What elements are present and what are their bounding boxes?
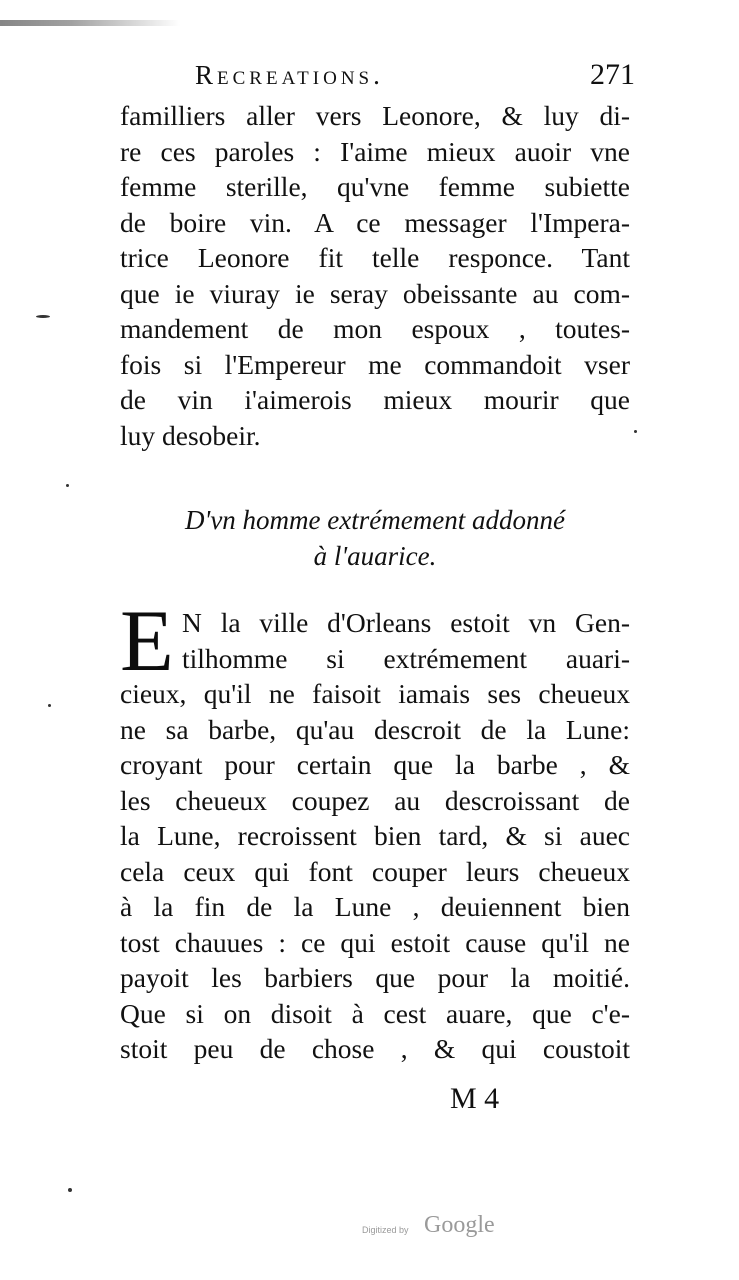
scan-edge-mark <box>0 20 180 26</box>
text-line: Que si on disoit à cest auare, que c'e- <box>120 997 630 1029</box>
text-line: familliers aller vers Leonore, & luy di- <box>120 100 630 131</box>
text-line: les cheueux coupez au descroissant de <box>120 784 630 816</box>
text-line: trice Leonore fit telle responce. Tant <box>120 242 630 273</box>
running-head: Recreations. <box>195 60 384 90</box>
text-line: payoit les barbiers que pour la moitié. <box>120 962 630 993</box>
ink-speck <box>36 315 50 318</box>
text-line: cela ceux qui font couper leurs cheueux <box>120 855 630 887</box>
text-line: N la ville d'Orleans estoit vn Gen- <box>182 607 630 638</box>
chapter-title-line-2: à l'auarice. <box>313 541 437 571</box>
text-line: fois si l'Empereur me commandoit vser <box>120 348 630 380</box>
google-logo: Google <box>424 1212 495 1238</box>
ink-speck <box>68 1188 72 1192</box>
text-line: cieux, qu'il ne faisoit iamais ses cheueux <box>120 678 630 709</box>
text-line: mandement de mon espoux , toutes- <box>120 313 630 344</box>
text-line: femme sterille, qu'vne femme subiette <box>120 171 630 202</box>
drop-cap-initial: E <box>120 593 174 690</box>
text-line: de boire vin. A ce messager l'Impera- <box>120 206 630 238</box>
text-line: la Lune, recroissent bien tard, & si auec <box>120 820 630 851</box>
digitization-watermark <box>362 1212 522 1242</box>
chapter-title <box>120 502 630 574</box>
page-number: 271 <box>590 58 635 91</box>
ink-speck <box>48 704 51 707</box>
digitized-by-text: Digitized by <box>362 1225 409 1235</box>
text-line: croyant pour certain que la barbe , & <box>120 749 630 780</box>
text-line: stoit peu de chose , & qui coustoit <box>120 1033 630 1064</box>
paragraph-story <box>120 593 630 1067</box>
ink-speck <box>634 430 637 433</box>
text-line: luy desobeir. <box>120 419 261 451</box>
text-line: à la fin de la Lune , deuiennent bien <box>120 891 630 922</box>
paragraph-continued <box>120 98 630 453</box>
text-line: ne sa barbe, qu'au descroit de la Lune: <box>120 713 630 745</box>
page-header <box>195 60 635 100</box>
text-line: que ie viuray ie seray obeissante au com- <box>120 277 630 309</box>
chapter-title-line-1: D'vn homme extrémement addonné <box>185 505 565 535</box>
catchword-signature: M 4 <box>450 1082 500 1115</box>
text-line: de vin i'aimerois mieux mourir que <box>120 384 630 415</box>
text-line: re ces paroles : I'aime mieux auoir vne <box>120 135 630 167</box>
text-line: tost chauues : ce qui estoit cause qu'il ne <box>120 926 630 958</box>
ink-speck <box>66 484 69 487</box>
text-line: tilhomme si extrémement auari- <box>182 642 630 674</box>
